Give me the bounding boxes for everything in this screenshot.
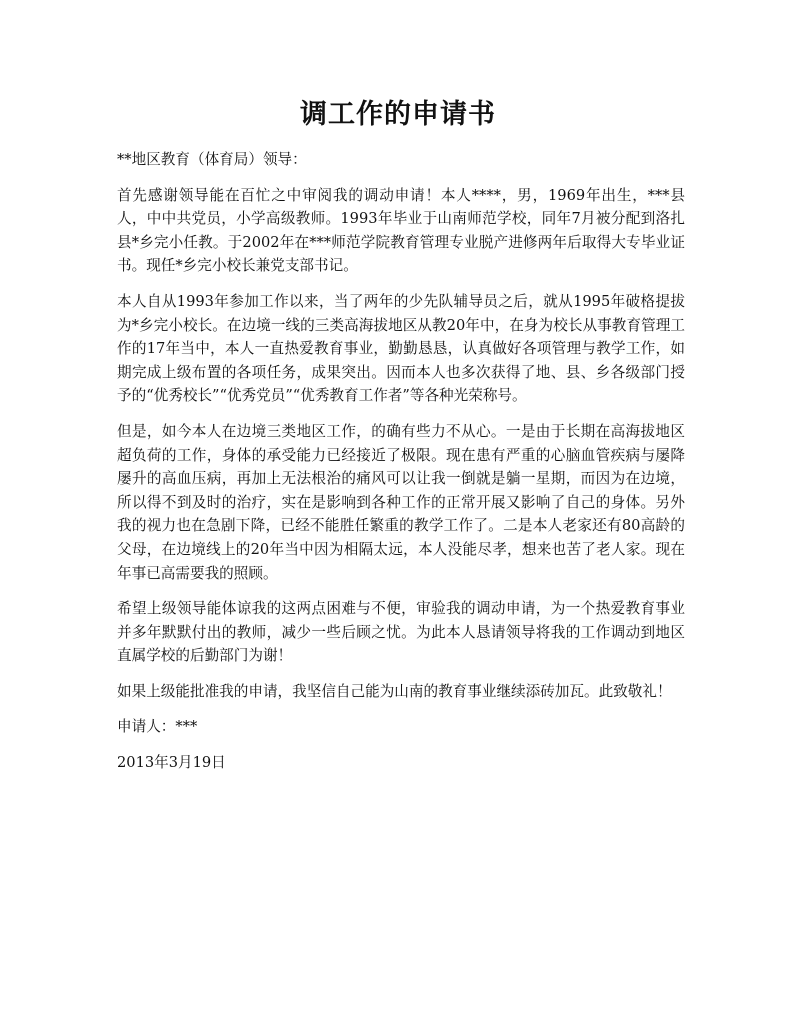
document-title: 调工作的申请书 xyxy=(300,99,496,130)
date: 2013年3月19日 xyxy=(117,754,226,772)
paragraph-intro: 首先感谢领导能在百忙之中审阅我的调动申请！本人****，男，1969年出生，***县人，中中共党员，小学高级教师。1993年毕业于山南师范学校，同年7月被分配到洛扎县*乡完小任教。于2002年在***师范学院教育管理专业脱产进修两年后取得大专毕业证书。现任*乡完小校长兼党支部书记。 xyxy=(117,186,685,275)
paragraph-closing: 如果上级能批准我的申请，我坚信自己能为山南的教育事业继续添砖加瓦。此致敬礼！ xyxy=(117,682,672,700)
salutation: **地区教育（体育局）领导： xyxy=(117,151,307,168)
paragraph-career: 本人自从1993年参加工作以来，当了两年的少先队辅导员之后，就从1995年破格提拔为*乡完小校长。在边境一线的三类高海拔地区从教20年中，在身为校长从事教育管理工作的17年当中，本人一直热爱教育事业，勤勤恳恳，认真做好各项管理与教学工作，如期完成上级布置的各项任务，成果突出。因而本人也多次获得了地、县、乡各级部门授予的“优秀校长”“优秀党员”“优秀教育工作者”等各种光荣称号。 xyxy=(117,292,685,405)
signature: 申请人：*** xyxy=(117,718,198,736)
document-body xyxy=(117,148,685,787)
paragraph-difficulties: 但是，如今本人在边境三类地区工作，的确有些力不从心。一是由于长期在高海拔地区超负荷的工作，身体的承受能力已经接近了极限。现在患有严重的心脑血管疾病与屡降屡升的高血压病，再加上无法根治的痛风可以让我一倒就是躺一星期，而因为在边境，所以得不到及时的治疗，实在是影响到各种工作的正常开展又影响了自己的身体。另外我的视力也在急剧下降，已经不能胜任繁重的教学工作了。二是本人老家还有80高龄的父母，在边境线上的20年当中因为相隔太远，本人没能尽孝，想来也苦了老人家。现在年事已高需要我的照顾。 xyxy=(117,422,685,582)
paragraph-request: 希望上级领导能体谅我的这两点困难与不便，审验我的调动申请，为一个热爱教育事业并多年默默付出的教师，减少一些后顾之忧。为此本人恳请领导将我的工作调动到地区直属学校的后勤部门为谢！ xyxy=(117,600,685,665)
